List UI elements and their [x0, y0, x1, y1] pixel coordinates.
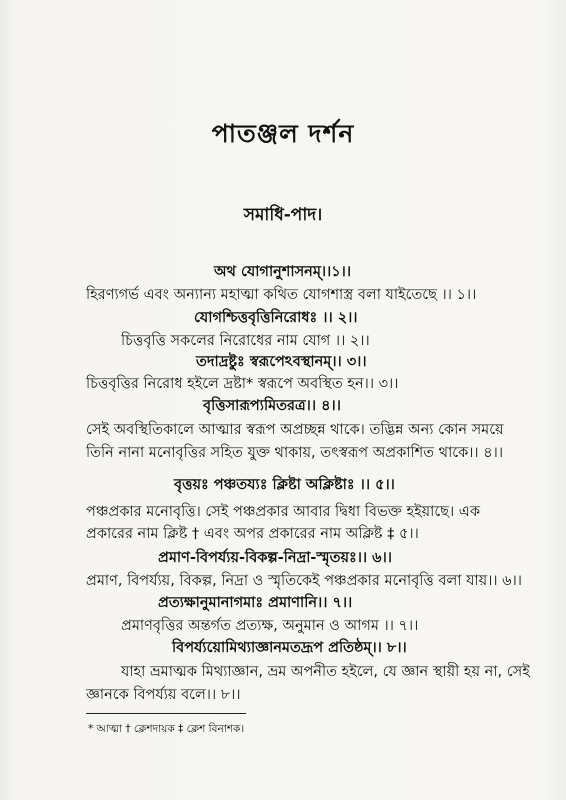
sutra-2: যোগশ্চিত্তবৃত্তিনিরোধঃ ।। ২।।: [194, 310, 358, 326]
commentary-8-line-1: যাহা ভ্রমাত্মক মিথ্যাজ্ঞান, ভ্রম অপনীত হইলে, যে জ্ঞান স্থায়ী হয় না, সেই: [121, 664, 530, 680]
commentary-1: হিরণ্যগর্ভ এবং অন্যান্য মহাত্মা কথিত যোগশাস্ত্র বলা যাইতেছে ।। ১।।: [86, 287, 477, 303]
chapter-title: সমাধি-পাদ।: [243, 205, 323, 225]
sutra-6: প্রমাণ-বিপর্য্যয়-বিকল্প-নিদ্রা-স্মৃতয়ঃ।। ৬।।: [158, 550, 392, 566]
footnote: * আত্মা † ক্লেশদায়ক ‡ ক্লেশ বিনাশক।: [88, 723, 245, 735]
commentary-8-line-2: জ্ঞানকে বিপর্য্যয় বলে।। ৮।।: [86, 687, 241, 703]
commentary-2: চিত্তবৃত্তি সকলের নিরোধের নাম যোগ ।। ২।।: [121, 333, 370, 349]
commentary-5-line-2: প্রকারের নাম ক্লিষ্ট † এবং অপর প্রকারের নাম অক্লিষ্ট ‡ ৫।।: [86, 526, 419, 542]
commentary-5-line-1: পঞ্চপ্রকার মনোবৃত্তি। সেই পঞ্চপ্রকার আবার দ্বিধা বিভক্ত হইয়াছে। এক: [86, 504, 480, 520]
page-title: পাতঞ্জল দর্শন: [211, 119, 355, 148]
commentary-6: প্রমাণ, বিপর্য্যয়, বিকল্প, নিদ্রা ও স্মৃতিকেই পঞ্চপ্রকার মনোবৃত্তি বলা যায়।। ৬।।: [86, 573, 522, 589]
commentary-4-line-1: সেই অবস্থিতিকালে আত্মার স্বরূপ অপ্রচ্ছন্ন থাকে। তদ্ভিন্ন অন্য কোন সময়ে: [86, 422, 504, 438]
commentary-4-line-2: তিনি নানা মনোবৃত্তির সহিত যুক্ত থাকায়, তৎস্বরূপ অপ্রকাশিত থাকে।। ৪।।: [86, 445, 503, 461]
commentary-7: প্রমাণবৃত্তির অন্তর্গত প্রত্যক্ষ, অনুমান ও আগম ।। ৭।।: [121, 618, 419, 634]
sutra-5: বৃত্তয়ঃ পঞ্চতয্যঃ ক্লিষ্টা অক্লিষ্টাঃ ।। ৫।।: [174, 477, 395, 493]
commentary-3: চিত্তবৃত্তির নিরোধ হইলে দ্রষ্টা* স্বরূপে অবস্থিত হন।। ৩।।: [86, 376, 399, 392]
sutra-4: বৃত্তিসারূপ্যমিতরত্র।। ৪।।: [203, 398, 341, 414]
sutra-7: প্রত্যক্ষানুমানাগমাঃ প্রমাণানি।। ৭।।: [158, 595, 353, 611]
sutra-8: বিপর্য্যয়োমিথ্যাজ্ঞানমতদ্রূপ প্রতিষ্ঠম্।। ৮।।: [172, 640, 407, 656]
sutra-3: তদাদ্রষ্টুঃ স্বরূপেঽবস্থানম্।। ৩।।: [196, 354, 367, 370]
footnote-divider: [86, 713, 246, 714]
sutra-1: অথ যোগানুশাসনম্।।১।।: [214, 264, 352, 280]
